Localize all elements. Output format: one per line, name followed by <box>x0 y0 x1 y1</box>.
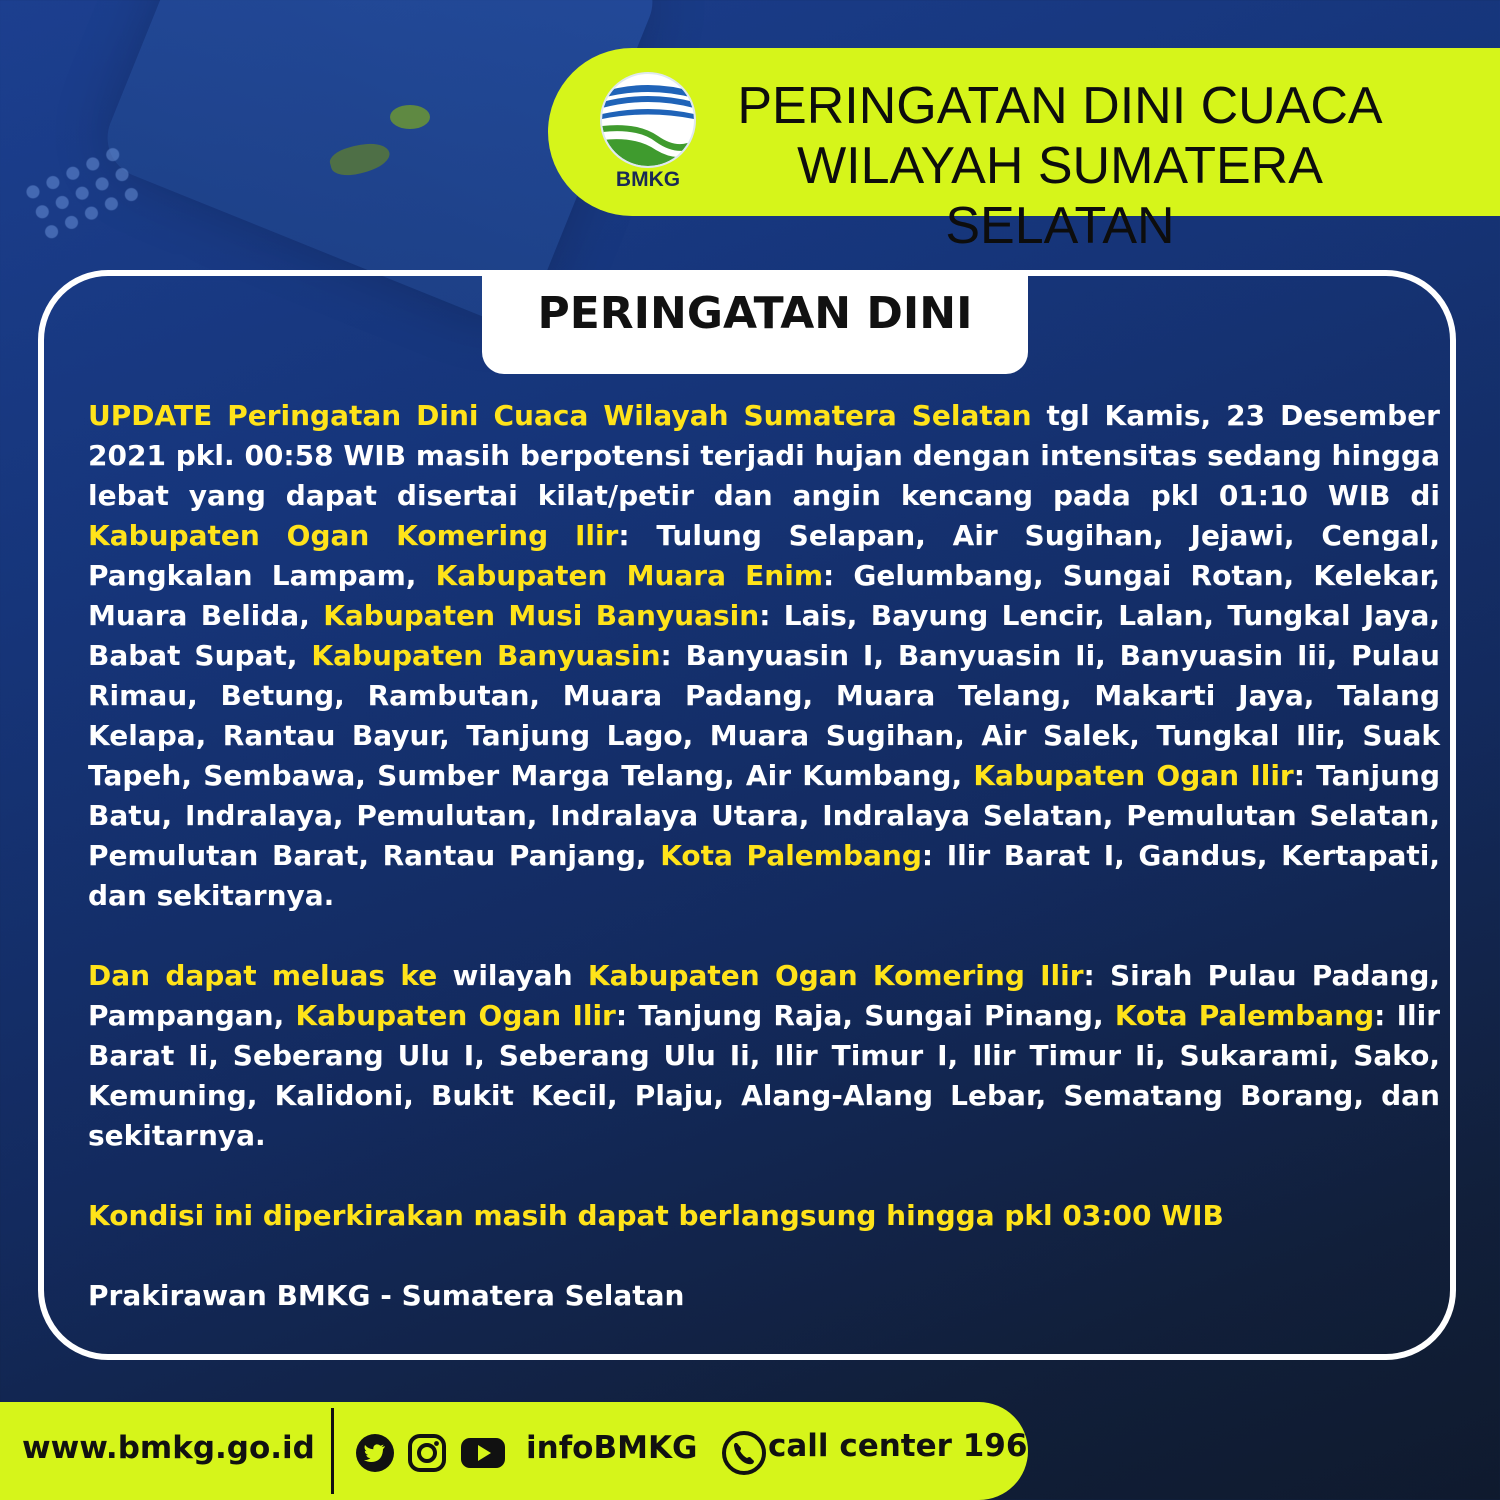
logo-text: BMKG <box>615 168 681 191</box>
region-text: : Tulung Selapan, Air Sugihan, Jejawi, Cengal, Pangkalan Lampam, <box>88 519 1440 592</box>
region-highlight: Kota Palembang <box>1114 999 1375 1032</box>
region-text: : Tanjung Raja, Sungai Pinang, <box>615 999 1115 1032</box>
social-handle[interactable]: infoBMKG <box>526 1430 698 1466</box>
region-text: : Banyuasin I, Banyuasin Ii, Banyuasin Iii, Pulau Rimau, Betung, Rambutan, Muara Padang, Muara Telang, Makarti Jaya, Talang Kelapa, Rantau Bayur, Tanjung Lago, Muara Sugihan, Air Salek, Tungkal Ilir, Suak Tapeh, Sembawa, Sumber Marga Telang, Air Kumbang, <box>88 639 1440 792</box>
bmkg-logo <box>598 70 698 192</box>
region-highlight: Kabupaten Muara Enim <box>435 559 824 592</box>
region-text: tgl Kamis, 23 Desember 2021 pkl. 00:58 WIB masih berpotensi terjadi hujan dengan intensitas sedang hingga lebat yang dapat disertai kilat/petir dan angin kencang pada pkl 01:10 WIB di <box>88 399 1440 512</box>
footer-divider <box>331 1408 334 1494</box>
twitter-icon[interactable] <box>355 1433 395 1473</box>
region-text: : Lais, Bayung Lencir, Lalan, Tungkal Jaya, Babat Supat, <box>88 599 1440 672</box>
region-highlight: Kabupaten Ogan Komering Ilir <box>587 959 1084 992</box>
background-map-island <box>390 105 430 129</box>
panel-tab <box>482 272 1028 374</box>
warning-paragraph-2 <box>88 956 1440 1156</box>
region-text: : Tanjung Batu, Indralaya, Pemulutan, Indralaya Utara, Indralaya Selatan, Pemulutan Selatan, Pemulutan Barat, Rantau Panjang, <box>88 759 1441 872</box>
title-line-1: PERINGATAN DINI CUACA <box>737 77 1383 135</box>
call-center[interactable]: call center 196 <box>768 1428 1028 1464</box>
region-text: : Sirah Pulau Padang, Pampangan, <box>88 959 1440 1032</box>
region-text: wilayah <box>437 959 588 992</box>
website-link[interactable]: www.bmkg.go.id <box>22 1430 315 1466</box>
instagram-icon[interactable] <box>407 1433 447 1473</box>
bmkg-logo-icon <box>598 70 698 170</box>
region-highlight: UPDATE Peringatan Dini Cuaca Wilayah Sumatera Selatan <box>88 399 1032 432</box>
page-title <box>700 76 1420 256</box>
region-highlight: Kabupaten Ogan Ilir <box>973 759 1294 792</box>
warning-paragraph-1 <box>88 396 1440 916</box>
youtube-icon[interactable] <box>460 1433 506 1473</box>
warning-duration: Kondisi ini diperkirakan masih dapat berlangsung hingga pkl 03:00 WIB <box>88 1199 1224 1232</box>
region-highlight: Kabupaten Banyuasin <box>311 639 661 672</box>
region-highlight: Kabupaten Ogan Ilir <box>295 999 616 1032</box>
region-highlight: Kabupaten Ogan Komering Ilir <box>88 519 619 552</box>
phone-icon <box>722 1431 766 1475</box>
region-highlight: Dan dapat meluas ke <box>88 959 438 992</box>
warning-text <box>88 396 1440 1356</box>
warning-signature: Prakirawan BMKG - Sumatera Selatan <box>88 1279 685 1312</box>
panel-title: PERINGATAN DINI <box>537 288 973 339</box>
title-line-2: WILAYAH SUMATERA SELATAN <box>797 137 1323 255</box>
region-text: : Ilir Barat Ii, Seberang Ulu I, Seberang Ulu Ii, Ilir Timur I, Ilir Timur Ii, Sukarami, Sako, Kemuning, Kalidoni, Bukit Kecil, Plaju, Alang-Alang Lebar, Sematang Borang, dan sekitarnya. <box>88 999 1441 1152</box>
region-text: : Gelumbang, Sungai Rotan, Kelekar, Muara Belida, <box>88 559 1440 632</box>
region-highlight: Kabupaten Musi Banyuasin <box>323 599 760 632</box>
footer-bar <box>0 1402 1028 1500</box>
region-text: : Ilir Barat I, Gandus, Kertapati, dan sekitarnya. <box>88 839 1441 912</box>
region-highlight: Kota Palembang <box>660 839 922 872</box>
